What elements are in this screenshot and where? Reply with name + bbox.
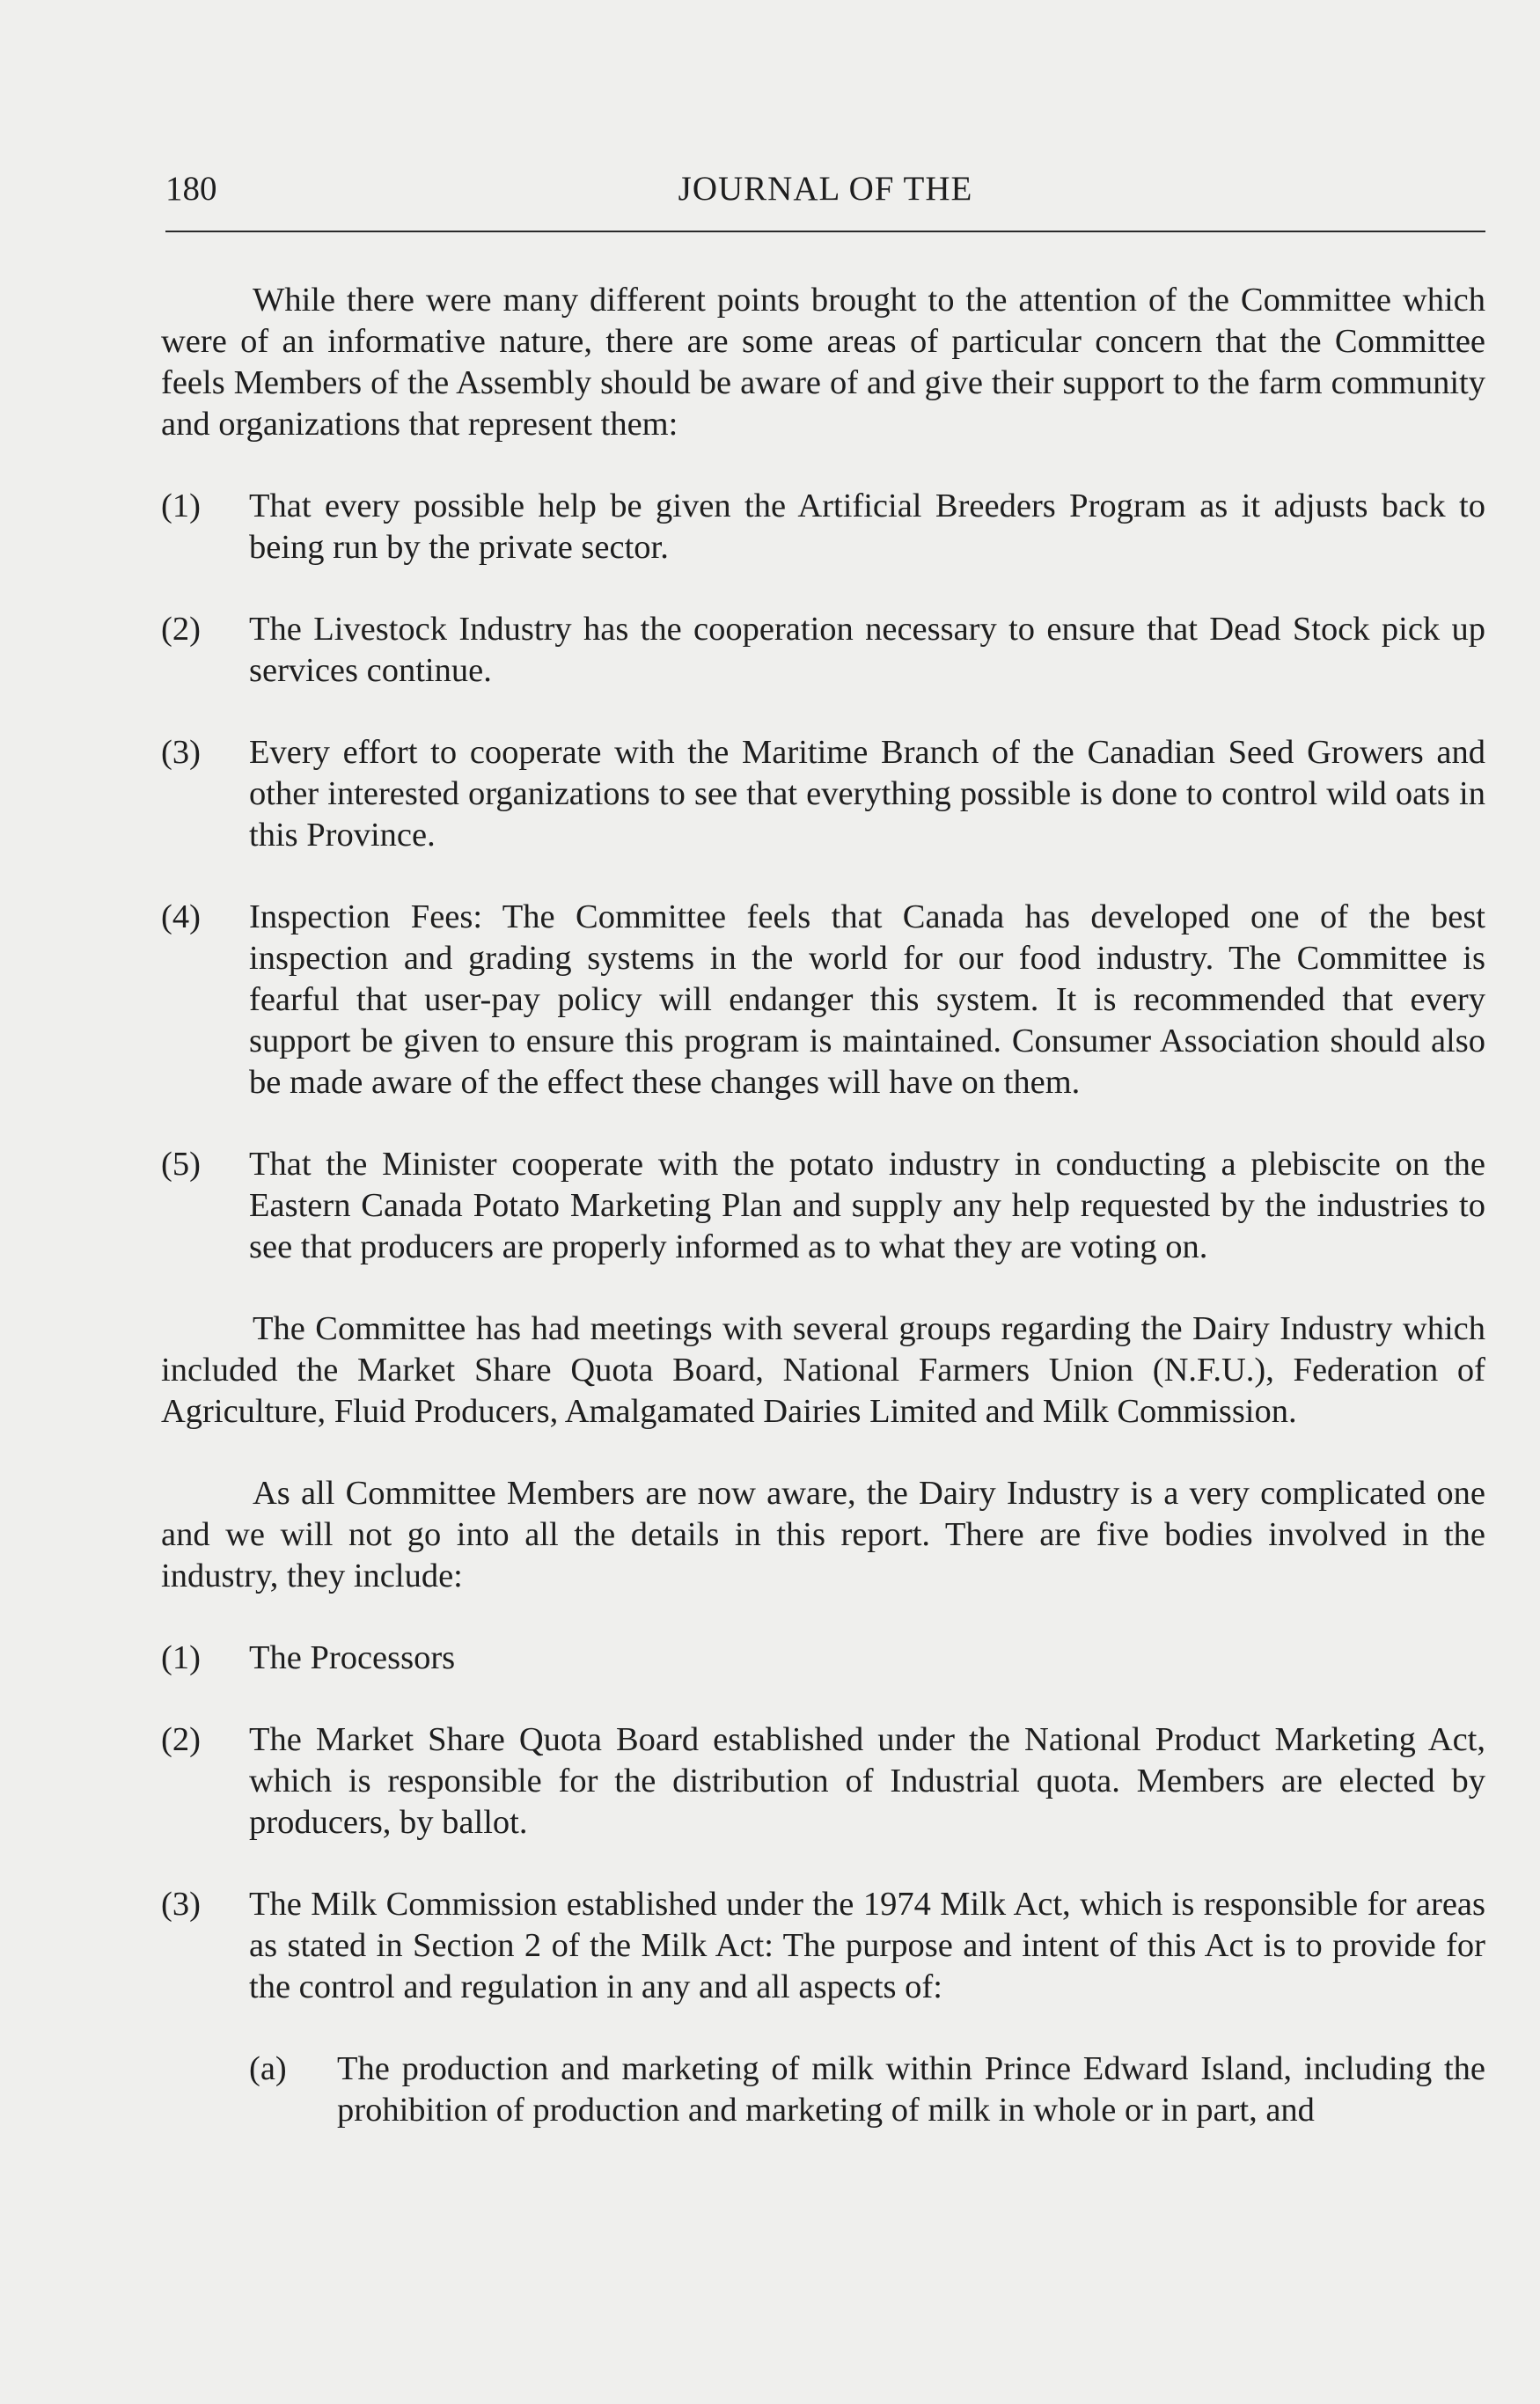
list-item bbox=[161, 486, 1485, 568]
item-number: (5) bbox=[161, 1146, 201, 1183]
meetings-paragraph: The Committee has had meetings with several groups regarding the Dairy Industry which included the Market Share Quota Board, National Farmers Union (N.F.U.), Federation of Agriculture, Fluid Producers, Amalgamated Dairies Limited and Milk Commission. bbox=[161, 1310, 1485, 1430]
item-number: (4) bbox=[161, 898, 201, 935]
list-item bbox=[161, 609, 1485, 692]
list-item bbox=[161, 1144, 1485, 1268]
item-text: The Market Share Quota Board established under the National Product Marketing Act, which is responsible for the distribution of Industrial quota. Members are elected by producers, by ballot. bbox=[249, 1721, 1485, 1841]
item-number: (3) bbox=[161, 734, 201, 771]
list-item bbox=[161, 732, 1485, 856]
header-rule bbox=[165, 231, 1485, 232]
page-body bbox=[161, 280, 1485, 2131]
list-item bbox=[161, 897, 1485, 1103]
item-text: That the Minister cooperate with the potato industry in conducting a plebiscite on the Eastern Canada Potato Marketing Plan and supply any help requested by the industries to see that producers are properly informed as to what they are voting on. bbox=[249, 1146, 1485, 1265]
dairy-paragraph: As all Committee Members are now aware, the Dairy Industry is a very complicated one and we will not go into all the details in this report. There are five bodies involved in the industry, they include: bbox=[161, 1475, 1485, 1594]
list-item bbox=[161, 1638, 1485, 1679]
intro-paragraph: While there were many different points brought to the attention of the Committee which were of an informative nature, there are some areas of particular concern that the Committee feels Members of the Assembly should be aware of and give their support to the farm community and organizations that represent them: bbox=[161, 282, 1485, 443]
item-number: (1) bbox=[161, 487, 201, 524]
running-title: JOURNAL OF THE bbox=[678, 170, 973, 208]
item-number: (2) bbox=[161, 1721, 201, 1758]
item-text: The Processors bbox=[249, 1639, 456, 1676]
item-number: (2) bbox=[161, 611, 201, 648]
item-text: The Milk Commission established under the 1974 Milk Act, which is responsible for areas as stated in Section 2 of the Milk Act: The purpose and intent of this Act is to provide for the control and regulation in any and all aspects of: bbox=[249, 1886, 1485, 2005]
item-text: The Livestock Industry has the cooperation necessary to ensure that Dead Stock pick up services continue. bbox=[249, 611, 1485, 689]
sub-item-letter: (a) bbox=[249, 2050, 287, 2087]
item-text: Every effort to cooperate with the Maritime Branch of the Canadian Seed Growers and other interested organizations to see that everything possible is done to control wild oats in this Province. bbox=[249, 734, 1485, 854]
list-item bbox=[161, 1719, 1485, 1843]
item-number: (3) bbox=[161, 1886, 201, 1923]
page-number: 180 bbox=[165, 170, 217, 208]
list-item bbox=[161, 1884, 1485, 2008]
sub-item-text: The production and marketing of milk within Prince Edward Island, including the prohibition of production and marketing of milk in whole or in part, and bbox=[337, 2050, 1485, 2129]
item-text: That every possible help be given the Artificial Breeders Program as it adjusts back to being run by the private sector. bbox=[249, 487, 1485, 566]
sub-list-item bbox=[161, 2049, 1485, 2131]
page-header bbox=[165, 167, 1485, 211]
item-number: (1) bbox=[161, 1639, 201, 1676]
item-text: Inspection Fees: The Committee feels that Canada has developed one of the best inspection and grading systems in the world for our food industry. The Committee is fearful that user-pay policy will endanger this system. It is recommended that every support be given to ensure this program is maintained. Consumer Association should also be made aware of the effect these changes will have on them. bbox=[249, 898, 1485, 1101]
